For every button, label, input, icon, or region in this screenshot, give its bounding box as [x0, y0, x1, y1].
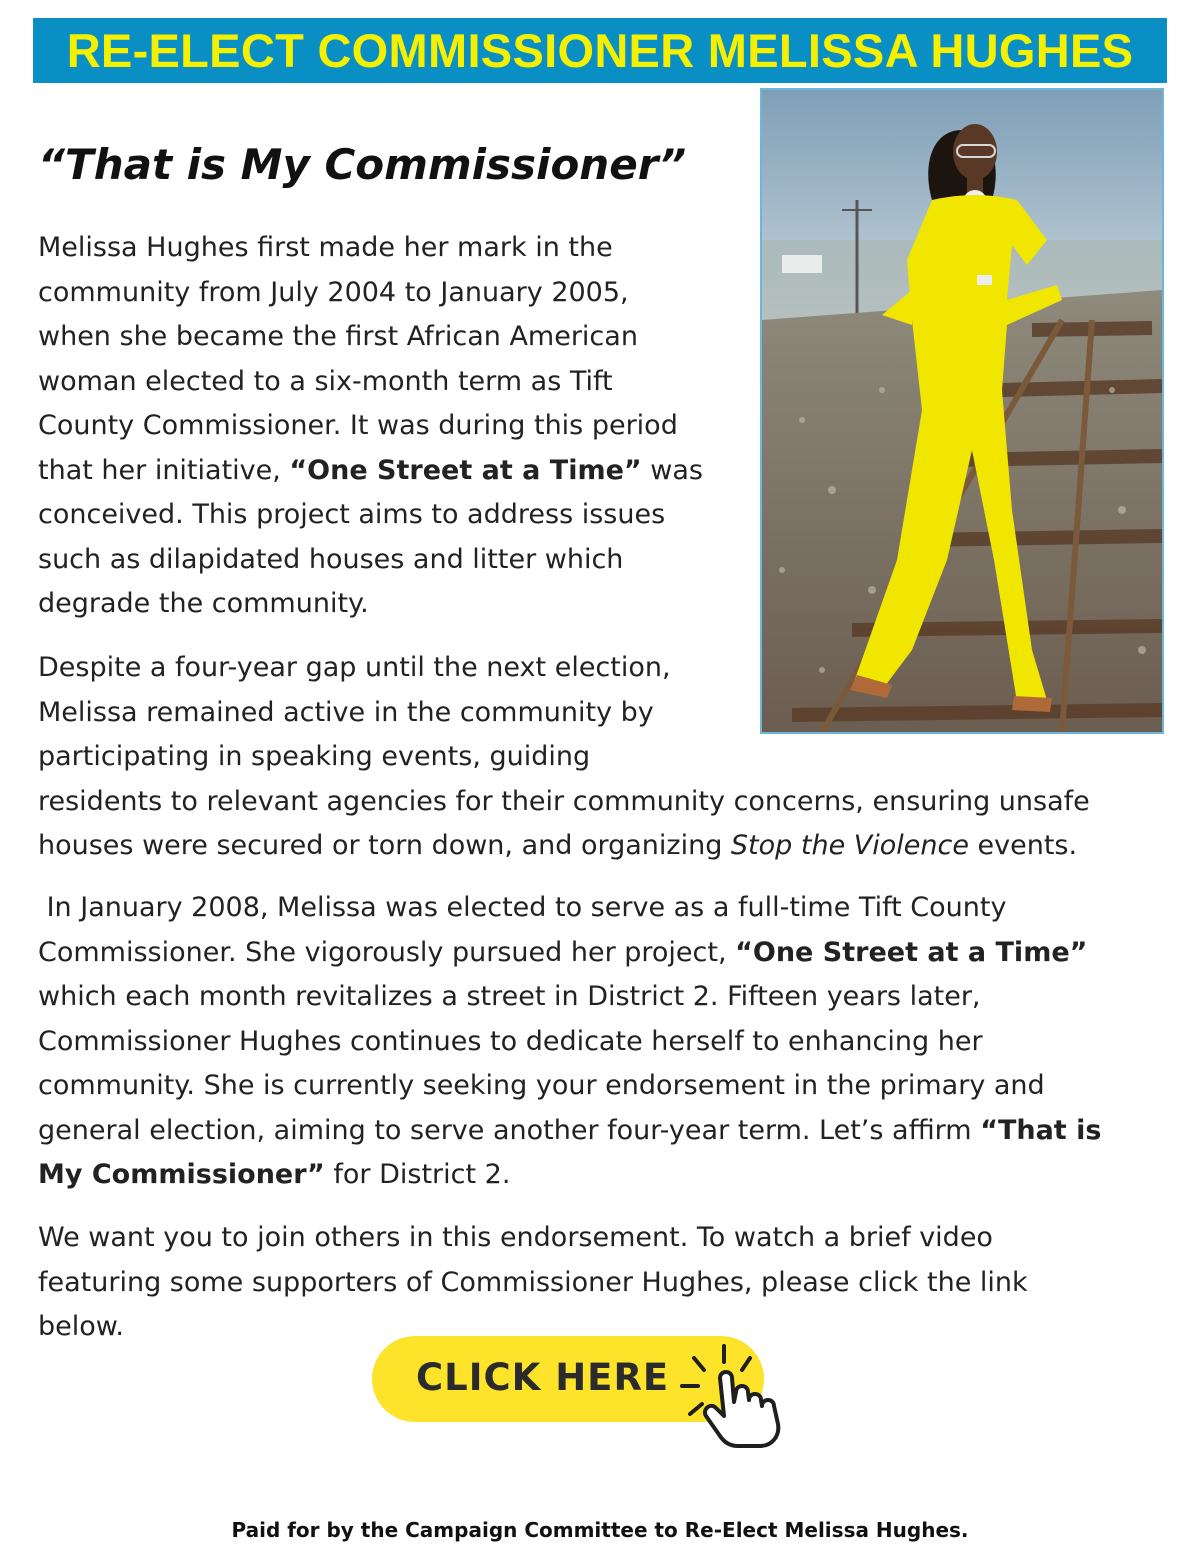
- paragraph-call-to-action: [38, 1216, 1028, 1350]
- text-fragment: general election, aiming to serve another four-year term. Let’s affirm: [38, 1114, 981, 1146]
- text-line: community. She is currently seeking your endorsement in the primary and: [38, 1070, 1045, 1101]
- text-line: Commissioner Hughes continues to dedicate herself to enhancing her: [38, 1025, 983, 1057]
- text-fragment: for District 2.: [324, 1159, 511, 1190]
- text-line: [38, 830, 1077, 861]
- text-line: [38, 1115, 1101, 1146]
- text-line: participating in speaking events, guiding: [38, 741, 591, 772]
- slogan-fragment: My Commissioner”: [38, 1159, 325, 1190]
- text-line: which each month revitalizes a street in District 2. Fifteen years later,: [38, 981, 981, 1012]
- banner-title: RE-ELECT COMMISSIONER MELISSA HUGHES: [66, 24, 1134, 77]
- text-line: degrade the community.: [38, 588, 369, 619]
- paragraph-election: [38, 886, 1101, 1198]
- article-heading: “That is My Commissioner”: [38, 140, 687, 189]
- text-line: County Commissioner. It was during this period: [38, 410, 678, 441]
- text-line: [38, 455, 703, 486]
- text-fragment: was: [641, 454, 703, 486]
- paid-for-disclaimer: Paid for by the Campaign Committee to Re-Elect Melissa Hughes.: [231, 1518, 969, 1542]
- slogan-fragment: “That is: [980, 1114, 1102, 1146]
- text-line: community from July 2004 to January 2005,: [38, 276, 629, 308]
- text-line: Melissa remained active in the community by: [38, 696, 654, 728]
- campaign-banner: [33, 18, 1167, 83]
- text-fragment: that her initiative,: [38, 454, 290, 486]
- text-line: such as dilapidated houses and litter which: [38, 543, 624, 575]
- paragraph-activity: [38, 646, 1090, 869]
- initiative-name: “One Street at a Time”: [735, 936, 1088, 968]
- text-line: We want you to join others in this endorsement. To watch a brief video: [38, 1222, 993, 1253]
- text-line: below.: [38, 1311, 124, 1342]
- click-here-label: CLICK HERE: [416, 1356, 670, 1399]
- text-line: woman elected to a six-month term as Tift: [38, 365, 613, 397]
- text-line: In January 2008, Melissa was elected to serve as a full-time Tift County: [38, 892, 1007, 923]
- click-here-button[interactable]: [372, 1336, 812, 1448]
- text-fragment: events.: [968, 830, 1078, 861]
- candidate-photo: [760, 88, 1164, 734]
- text-line: [38, 937, 1087, 968]
- text-line: Despite a four-year gap until the next election,: [38, 652, 671, 683]
- candidate-photo-illustration: [762, 90, 1162, 732]
- text-fragment: houses were secured or torn down, and organizing: [38, 830, 731, 861]
- text-line: conceived. This project aims to address issues: [38, 499, 666, 530]
- text-line: residents to relevant agencies for their community concerns, ensuring unsafe: [38, 785, 1090, 817]
- event-name: Stop the Violence: [730, 830, 969, 861]
- paragraph-intro: [38, 226, 703, 627]
- initiative-name: “One Street at a Time”: [289, 454, 642, 486]
- text-fragment: Commissioner. She vigorously pursued her project,: [38, 936, 736, 968]
- text-line: featuring some supporters of Commissioner Hughes, please click the link: [38, 1266, 1028, 1298]
- pointing-hand-icon: [672, 1344, 812, 1448]
- text-line: [38, 1159, 510, 1190]
- text-line: Melissa Hughes first made her mark in the: [38, 232, 613, 263]
- text-line: when she became the first African American: [38, 321, 638, 352]
